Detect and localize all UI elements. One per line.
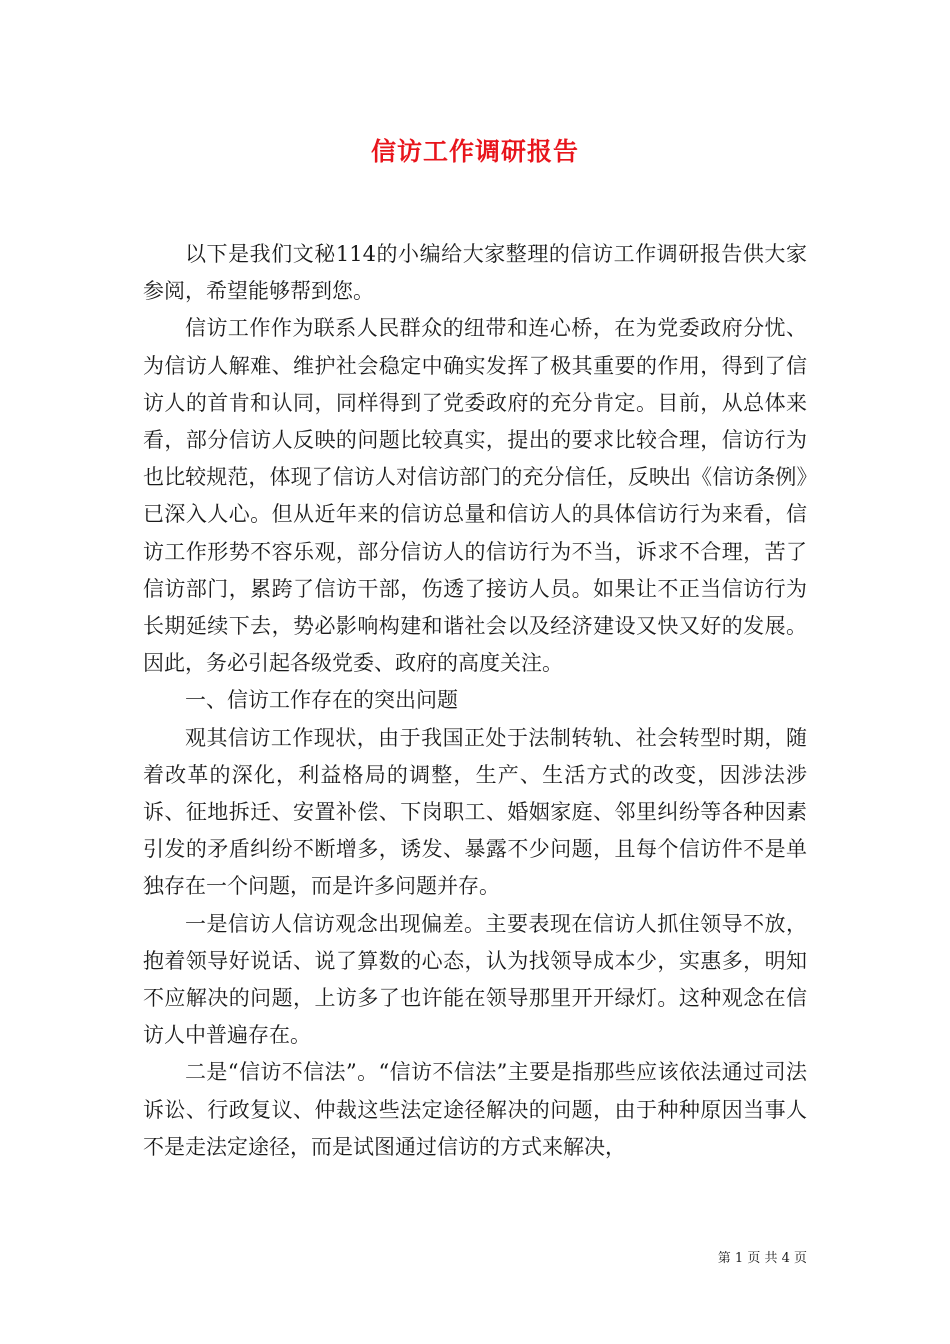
paragraph-intro: 以下是我们文秘114的小编给大家整理的信访工作调研报告供大家参阅，希望能够帮到您。 [143,242,807,304]
paragraph-current-status: 观其信访工作现状，由于我国正处于法制转轨、社会转型时期，随着改革的深化，利益格局的调整，生产、生活方式的改变，因涉法涉诉、征地拆迁、安置补偿、下岗职工、婚姻家庭、邻里纠纷等各种因素引发的矛盾纠纷不断增多，诱发、暴露不少问题，且每个信访件不是单独存在一个问题，而是许多问题并存。 [143,725,807,899]
document-title: 信访工作调研报告 [370,137,579,166]
page-number-footer: 第 1 页 共 4 页 [717,1251,807,1266]
document-body [143,236,807,1166]
paragraph-overview: 信访工作作为联系人民群众的纽带和连心桥，在为党委政府分忧、为信访人解难、维护社会稳定中确实发挥了极其重要的作用，得到了信访人的首肯和认同，同样得到了党委政府的充分肯定。目前，从总体来看，部分信访人反映的问题比较真实，提出的要求比较合理，信访行为也比较规范，体现了信访人对信访部门的充分信任，反映出《信访条例》已深入人心。但从近年来的信访总量和信访人的具体信访行为来看，信访工作形势不容乐观，部分信访人的信访行为不当，诉求不合理，苦了信访部门，累跨了信访干部，伤透了接访人员。如果让不正当信访行为长期延续下去，势必影响构建和谐社会以及经济建设又快又好的发展。因此，务必引起各级党委、政府的高度关注。 [143,316,807,676]
paragraph-point-two: 二是“信访不信法”。“信访不信法”主要是指那些应该依法通过司法诉讼、行政复议、仲裁这些法定途径解决的问题，由于种种原因当事人不是走法定途径，而是试图通过信访的方式来解决， [143,1060,807,1159]
section-heading-problems: 一、信访工作存在的突出问题 [185,688,458,713]
paragraph-point-one: 一是信访人信访观念出现偏差。主要表现在信访人抓住领导不放，抱着领导好说话、说了算数的心态，认为找领导成本少，实惠多，明知不应解决的问题，上访多了也许能在领导那里开开绿灯。这种观念在信访人中普遍存在。 [143,911,807,1048]
